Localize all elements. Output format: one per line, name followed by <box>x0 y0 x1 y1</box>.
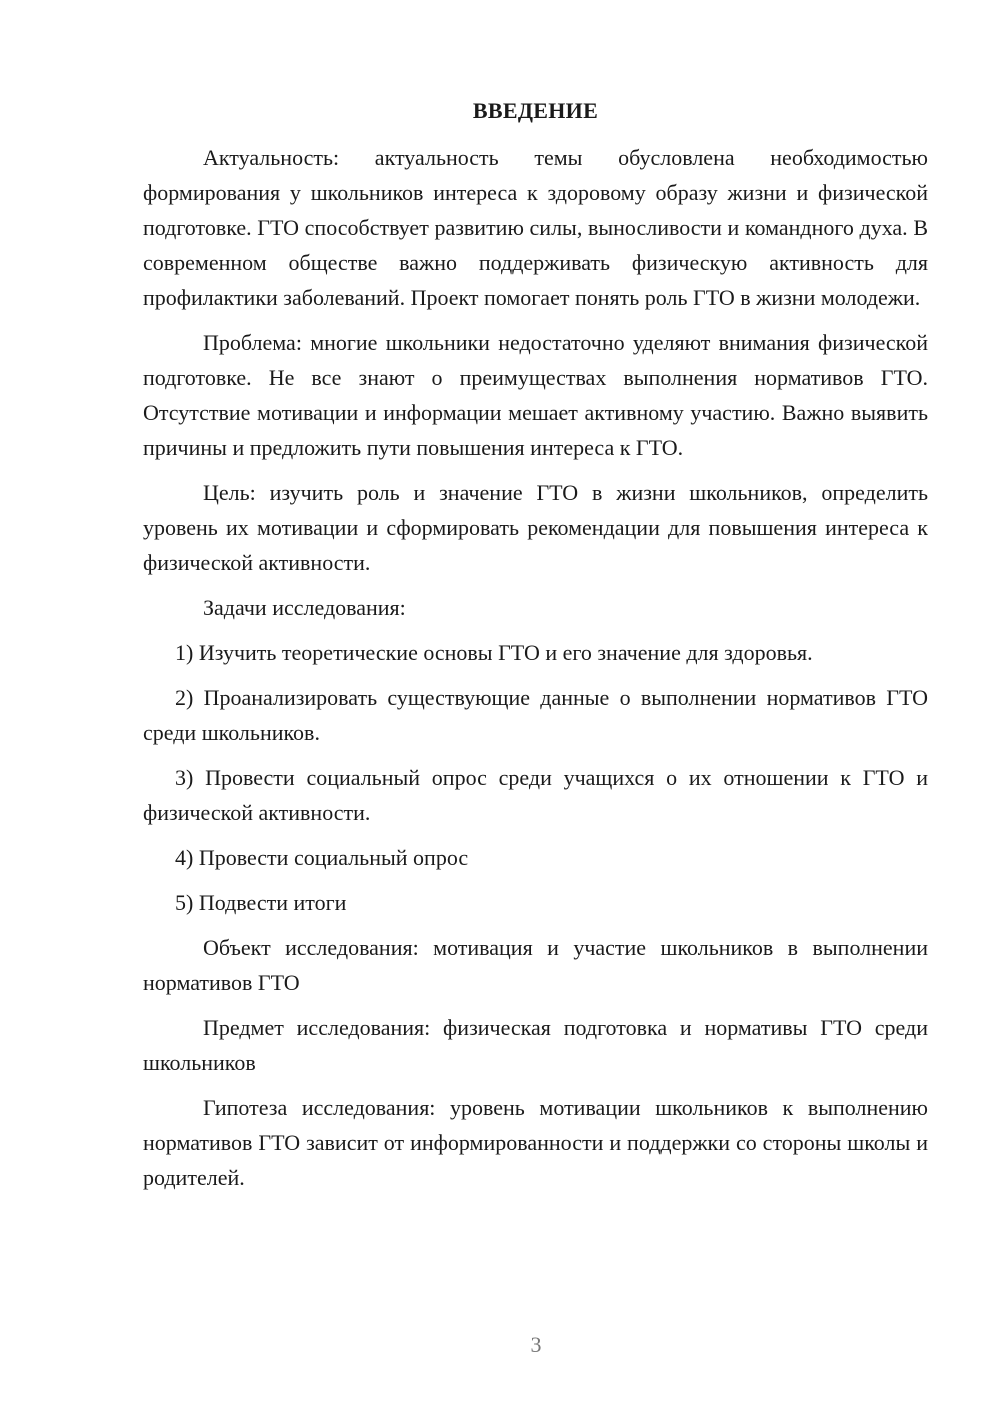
paragraph-object: Объект исследования: мотивация и участие школьников в выполнении нормативов ГТО <box>143 935 928 995</box>
task-item-1: 1) Изучить теоретические основы ГТО и его значение для здоровья. <box>175 640 813 665</box>
paragraph-problem: Проблема: многие школьники недостаточно уделяют внимания физической подготовке. Не все знают о преимуществах выполнения нормативов ГТО. Отсутствие мотивации и информации мешает активному участию. Важно выявить причины и предложить пути повышения интереса к ГТО. <box>143 330 928 460</box>
paragraph-hypothesis: Гипотеза исследования: уровень мотивации школьников к выполнению нормативов ГТО зависит от информированности и поддержки со стороны школы и родителей. <box>143 1095 928 1190</box>
page-number: 3 <box>530 1332 542 1357</box>
document-heading: ВВЕДЕНИЕ <box>472 98 599 123</box>
paragraph-tasks-intro: Задачи исследования: <box>203 595 406 620</box>
paragraph-relevance: Актуальность: актуальность темы обусловлена необходимостью формирования у школьников интереса к здоровому образу жизни и физической подготовке. ГТО способствует развитию силы, выносливости и командного духа. В современном обществе важно поддерживать физическую активность для профилактики заболеваний. Проект помогает понять роль ГТО в жизни молодежи. <box>143 145 928 310</box>
paragraph-goal: Цель: изучить роль и значение ГТО в жизни школьников, определить уровень их мотивации и сформировать рекомендации для повышения интереса к физической активности. <box>143 480 928 575</box>
task-item-5: 5) Подвести итоги <box>175 890 347 915</box>
paragraph-subject: Предмет исследования: физическая подготовка и нормативы ГТО среди школьников <box>143 1015 928 1075</box>
task-item-4: 4) Провести социальный опрос <box>175 845 469 870</box>
document-page <box>143 96 928 1205</box>
task-item-3: 3) Провести социальный опрос среди учащихся о их отношении к ГТО и физической активности. <box>143 765 928 825</box>
task-item-2: 2) Проанализировать существующие данные о выполнении нормативов ГТО среди школьников. <box>143 685 928 745</box>
